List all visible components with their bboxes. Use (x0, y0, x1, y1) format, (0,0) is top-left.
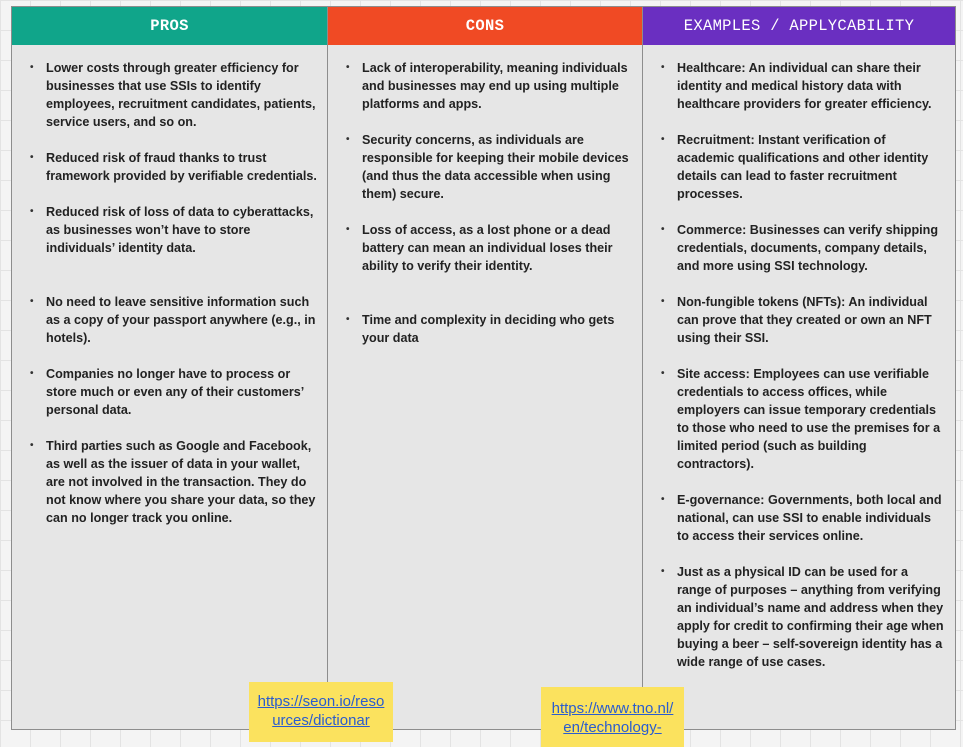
seon-link[interactable]: https://seon.io/resources/dictionar (257, 693, 385, 729)
examples-body (643, 45, 955, 729)
cons-item: • Lack of interoperability, meaning individuals and businesses may end up using multiple platforms and apps. (342, 59, 632, 113)
pros-item: • Companies no longer have to process or store much or even any of their customers’ personal data. (26, 365, 317, 419)
pros-body (12, 45, 327, 729)
examples-item: • Site access: Employees can use verifiable credentials to access offices, while employers can issue temporary credentials to those who need to use the premises for a limited period (such as building contractors). (657, 365, 945, 473)
examples-list (657, 59, 945, 671)
examples-item: • Non-fungible tokens (NFTs): An individual can prove that they created or own an NFT using their SSI. (657, 293, 945, 347)
pros-item: • Lower costs through greater efficiency for businesses that use SSIs to identify employees, recruitment candidates, patients, service users, and so on. (26, 59, 317, 131)
examples-item: • Healthcare: An individual can share their identity and medical history data with healthcare providers for greater efficiency. (657, 59, 945, 113)
pros-item: • No need to leave sensitive information such as a copy of your passport anywhere (e.g., in hotels). (26, 293, 317, 347)
examples-header: EXAMPLES / APPLYCABILITY (643, 7, 955, 45)
sticky-note-seon-link[interactable] (249, 682, 393, 742)
cons-item: • Time and complexity in deciding who gets your data (342, 311, 632, 347)
comparison-board (11, 6, 956, 730)
column-pros (12, 7, 327, 729)
column-cons (327, 7, 642, 729)
pros-item: • Reduced risk of fraud thanks to trust framework provided by verifiable credentials. (26, 149, 317, 185)
tno-link[interactable]: https://www.tno.nl/en/technology- (551, 700, 674, 736)
examples-item: • Commerce: Businesses can verify shipping credentials, documents, company details, and more using SSI technology. (657, 221, 945, 275)
examples-item: • Just as a physical ID can be used for a range of purposes – anything from verifying an individual’s name and address when they apply for credit to confirming their age when buying a beer – self-sovereign identity has a wide range of use cases. (657, 563, 945, 671)
cons-item: • Loss of access, as a lost phone or a dead battery can mean an individual loses their ability to verify their identity. (342, 221, 632, 275)
cons-header: CONS (328, 7, 642, 45)
examples-item: • E-governance: Governments, both local and national, can use SSI to enable individuals to access their services online. (657, 491, 945, 545)
cons-body (328, 45, 642, 729)
pros-list (26, 59, 317, 527)
pros-item: • Third parties such as Google and Facebook, as well as the issuer of data in your wallet, are not involved in the transaction. They do not know where you share your data, so they can no longer track you online. (26, 437, 317, 527)
examples-item: • Recruitment: Instant verification of academic qualifications and other identity details can lead to faster recruitment processes. (657, 131, 945, 203)
sticky-note-tno-link[interactable] (541, 687, 684, 747)
pros-item: • Reduced risk of loss of data to cyberattacks, as businesses won’t have to store individuals’ identity data. (26, 203, 317, 257)
cons-item: • Security concerns, as individuals are responsible for keeping their mobile devices (and thus the data accessible when using them) secure. (342, 131, 632, 203)
column-examples (642, 7, 955, 729)
cons-list (342, 59, 632, 347)
pros-header: PROS (12, 7, 327, 45)
